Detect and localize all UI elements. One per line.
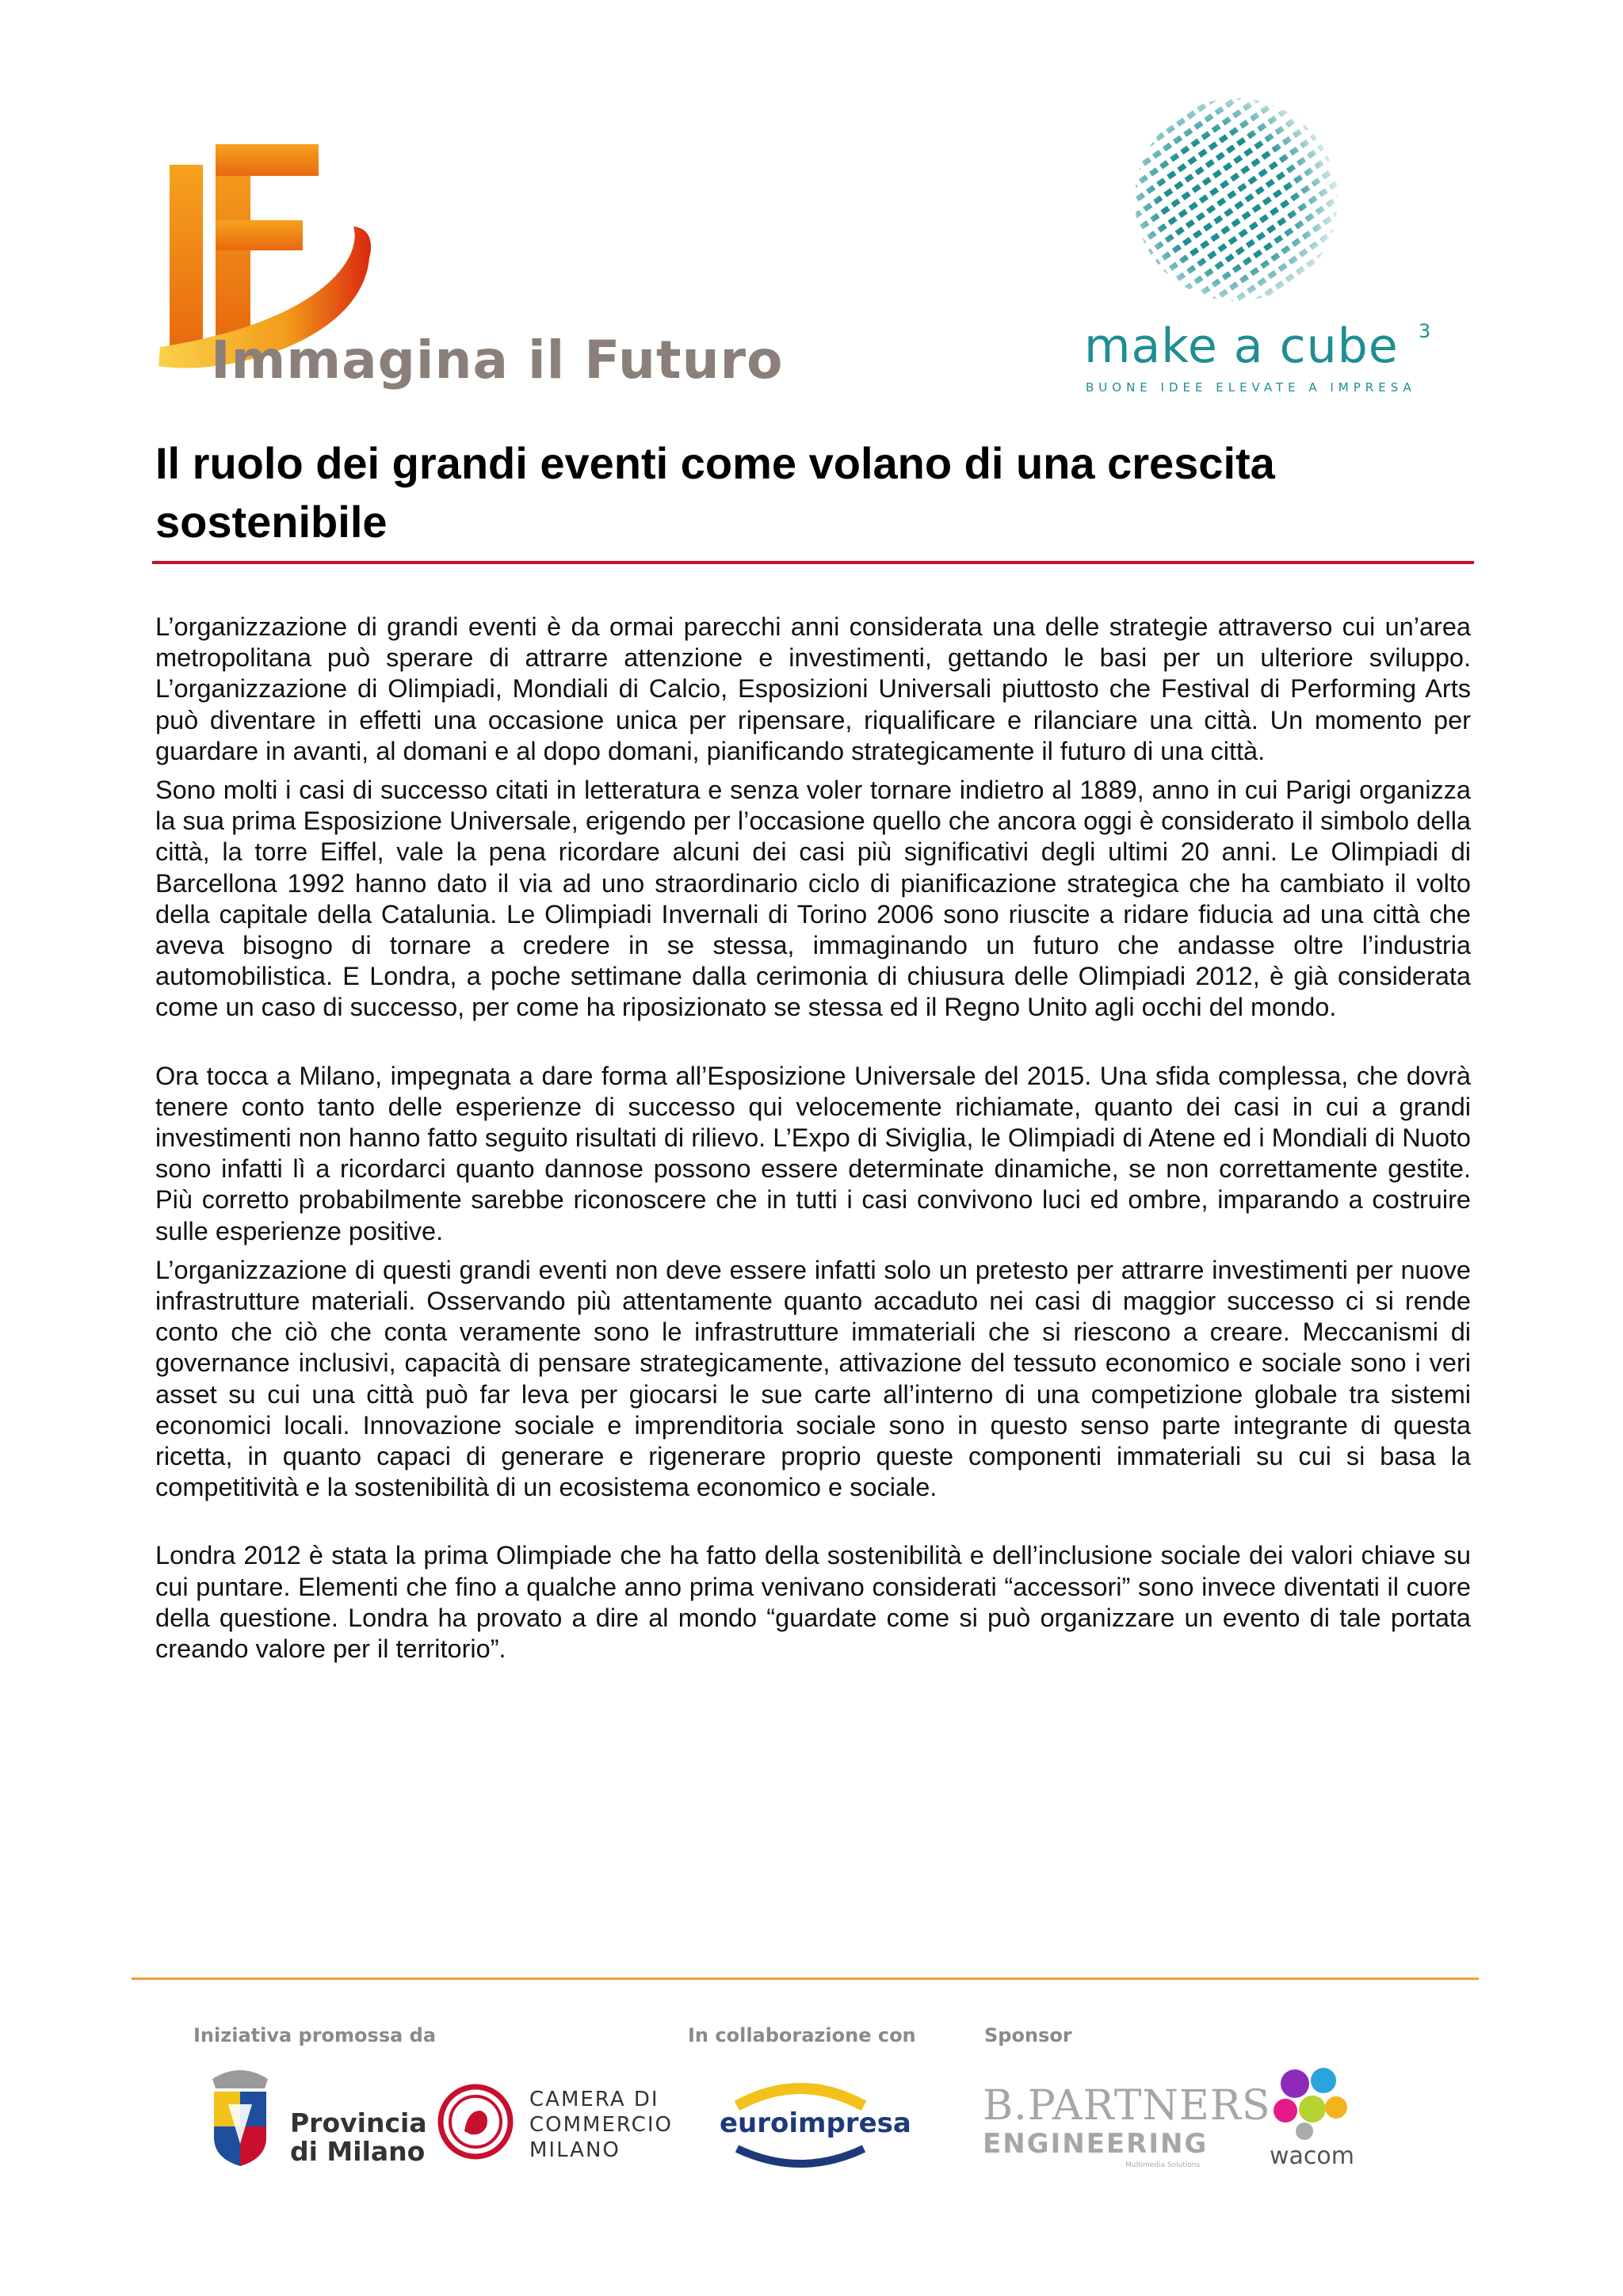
wacom-dots-icon [1263,2063,1358,2142]
b-partners-text: B.PARTNERS [983,2082,1271,2130]
article-body [155,612,1471,1665]
provincia-crest-icon [197,2065,284,2168]
title-divider [152,561,1474,564]
euroimpresa-logo [713,2076,911,2171]
make-a-cube-tagline: BUONE IDEE ELEVATE A IMPRESA [1086,380,1416,395]
engineering-text: ENGINEERING [983,2128,1209,2160]
paragraph-1: L’organizzazione di grandi eventi è da ormai parecchi anni considerata una delle strategie attraverso cui un’area metropolitana può sperare di attrarre attenzione e investimenti, gettando le basi per un ulteriore sviluppo. L’organizzazione di Olimpiadi, Mondiali di Calcio, Esposizioni Universali piuttosto che Festival di Performing Arts può diventare in effetti una occasione unica per ripensare, riqualificare e rilanciare una città. Un momento per guardare in avanti, al domani e al dopo domani, pianificando strategicamente il futuro di una città. [155,612,1471,765]
footer-divider [132,1978,1479,1980]
multimedia-solutions-text: Multimedia Solutions [1125,2161,1201,2169]
camera-text: CAMERA DI COMMERCIO MILANO [529,2088,673,2162]
collaboration-label: In collaborazione con [688,2024,916,2046]
b-partners-engineering-logo [983,2082,1271,2177]
camera-seal-icon [436,2082,515,2161]
wacom-text: wacom [1270,2142,1354,2170]
make-a-cube-text: make a cube [1084,318,1399,374]
promoted-by-label: Iniziativa promossa da [193,2024,437,2046]
paragraph-3: Ora tocca a Milano, impegnata a dare forma all’Esposizione Universale del 2015. Una sfida complessa, che dovrà tenere conto tanto delle esperienze di successo qui velocemente richiamate, quanto dei casi in cui a grandi investimenti non hanno fatto seguito risultati di rilievo. L’Expo di Siviglia, le Olimpiadi di Atene ed i Mondiali di Nuoto sono infatti lì a ricordarci quanto dannose possono essere determinate dinamiche, se non correttamente gestite. Più corretto probabilmente sarebbe riconoscere che in tutti i casi convivono luci ed ombre, imparando a costruire sulle esperienze positive. [155,1061,1471,1245]
euroimpresa-text: euroimpresa [720,2107,911,2139]
provincia-di-milano-logo [197,2065,427,2168]
immagina-il-futuro-text: Immagina il Futuro [211,330,784,391]
camera-di-commercio-logo [436,2082,689,2169]
paragraph-5: Londra 2012 è stata la prima Olimpiade che ha fatto della sostenibilità e dell’inclusione sociale dei valori chiave su cui puntare. Elementi che fino a qualche anno prima venivano considerati “accessori” sono invece diventati il cuore della questione. Londra ha provato a dire al mondo “guardate come si può organizzare un evento di tale portata creando valore per il territorio”. [155,1541,1471,1664]
paragraph-2: Sono molti i casi di successo citati in letteratura e senza voler tornare indietro al 1889, anno in cui Parigi organizza la sua prima Esposizione Universale, erigendo per l’occasione quello che ancora oggi è considerato il simbolo della città, la torre Eiffel, vale la pena ricordare alcuni dei casi più significativi degli ultimi 20 anni. Le Olimpiadi di Barcellona 1992 hanno dato il via ad uno straordinario ciclo di pianificazione strategica che ha cambiato il volto della capitale della Catalunia. Le Olimpiadi Invernali di Torino 2006 sono riuscite a ridare fiducia ad una città che aveva bisogno di tornare a credere in se stessa, immaginando un futuro che andasse oltre l’industria automobilistica. E Londra, a poche settimane dalla cerimonia di chiusura delle Olimpiadi 2012, è già considerata come un caso di successo, per come ha riposizionato se stessa ed il Regno Unito agli occhi del mondo. [155,776,1471,1022]
document-title: Il ruolo dei grandi eventi come volano di una crescita sostenibile [155,438,1275,547]
sponsor-label: Sponsor [984,2024,1072,2046]
wacom-logo [1263,2063,1374,2182]
paragraph-4: L’organizzazione di questi grandi eventi non deve essere infatti solo un pretesto per attrarre investimenti per nuove infrastrutture materiali. Osservando più attentamente quanto accaduto nei casi di maggior successo ci si rende conto che ciò che conta veramente sono le infrastrutture immateriali che si riescono a creare. Meccanismi di governance inclusivi, capacità di pensare strategicamente, attivazione del tessuto economico e sociale sono i veri asset su cui una città può far leva per giocarsi le sue carte all’interno di una competizione globale tra sistemi economici locali. Innovazione sociale e imprenditoria sociale sono in questo senso parte integrante di questa ricetta, in quanto capaci di generare e rigenerare proprio queste componenti immateriali su cui si basa la competitività e la sostenibilità di un ecosistema economico e sociale. [155,1255,1471,1502]
immagina-il-futuro-logo [155,139,784,393]
cube-sphere-icon [1078,95,1442,317]
make-a-cube-superscript: 3 [1419,320,1431,342]
provincia-text: Provincia di Milano [290,2107,427,2167]
make-a-cube-logo [1078,95,1442,396]
